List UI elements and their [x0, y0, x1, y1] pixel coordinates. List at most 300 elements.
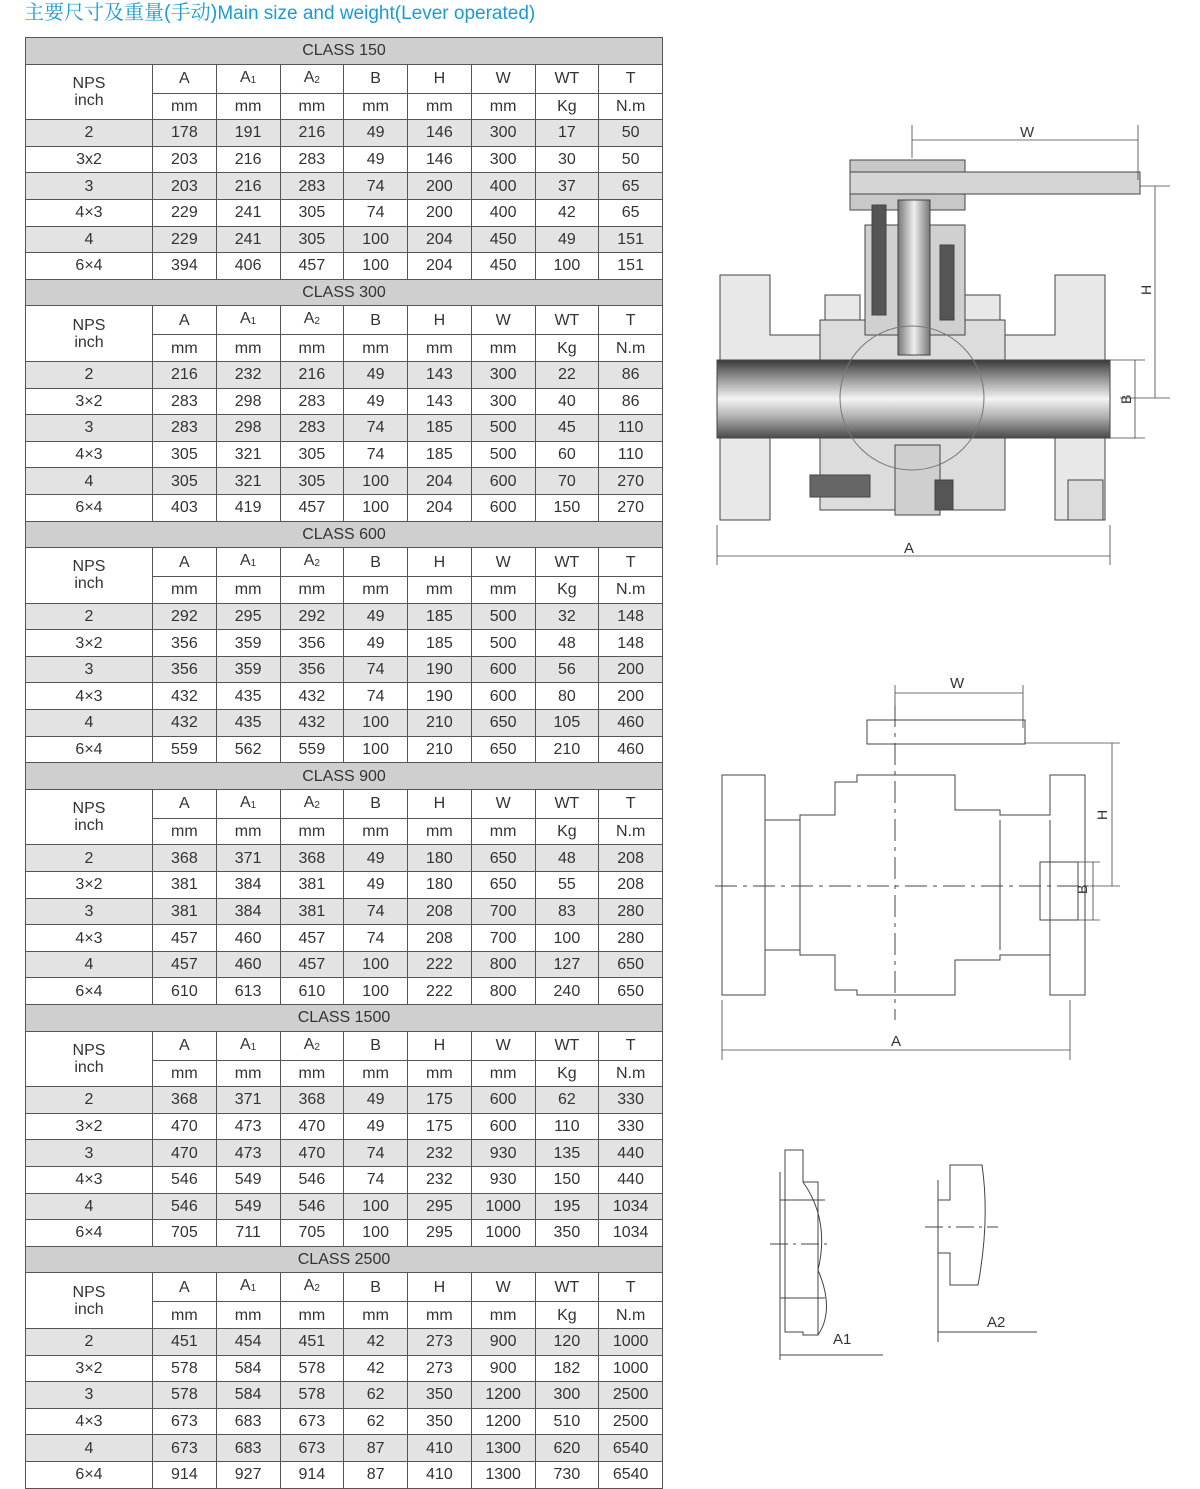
value-cell: 185 [408, 630, 472, 657]
value-cell: 457 [280, 951, 344, 978]
value-cell: 100 [344, 468, 408, 495]
class-header-row [26, 1246, 663, 1273]
col-head-label: WT [554, 1278, 580, 1296]
class-header-row [26, 1005, 663, 1032]
value-cell: 70 [535, 468, 599, 495]
value-cell: 185 [408, 603, 472, 630]
value-cell: 100 [344, 978, 408, 1005]
nps-label: NPS [72, 1283, 106, 1301]
value-cell: 700 [471, 925, 535, 952]
value-cell: 600 [471, 683, 535, 710]
value-cell: 600 [471, 1113, 535, 1140]
col-head-label: $A_2$ [303, 552, 320, 570]
col-head [471, 306, 535, 335]
value-cell: 600 [471, 494, 535, 521]
col-head-label: T [625, 70, 636, 88]
value-cell: 673 [153, 1435, 217, 1462]
value-cell: 914 [153, 1461, 217, 1488]
value-cell: 356 [280, 630, 344, 657]
col-head-label: $A_1$ [240, 68, 257, 86]
value-cell: 222 [408, 978, 472, 1005]
col-head [280, 64, 344, 93]
value-cell: 460 [216, 951, 280, 978]
value-cell: 283 [153, 415, 217, 442]
value-cell: 148 [599, 630, 663, 657]
table-row [26, 253, 663, 280]
value-cell: 330 [599, 1113, 663, 1140]
table-row [26, 494, 663, 521]
unit-cell: mm [153, 93, 217, 120]
value-cell: 146 [408, 146, 472, 173]
col-head [280, 1031, 344, 1060]
title-zh: 主要尺寸及重量(手动) [24, 2, 218, 24]
unit-cell: mm [471, 335, 535, 362]
dim-label-w-mid: W [950, 675, 965, 692]
unit-cell: Kg [535, 1060, 599, 1087]
dim-label-a2: A2 [987, 1314, 1006, 1331]
value-cell: 305 [280, 468, 344, 495]
value-cell: 86 [599, 388, 663, 415]
nps-cell: 3x2 [26, 146, 153, 173]
value-cell: 432 [153, 683, 217, 710]
col-head-label: B [370, 795, 381, 813]
value-cell: 730 [535, 1461, 599, 1488]
value-cell: 457 [280, 925, 344, 952]
value-cell: 584 [216, 1382, 280, 1409]
value-cell: 673 [153, 1408, 217, 1435]
col-head-label: H [433, 553, 446, 571]
col-head [344, 548, 408, 577]
nps-cell: 2 [26, 1328, 153, 1355]
value-cell: 180 [408, 845, 472, 872]
value-cell: 210 [408, 710, 472, 737]
value-cell: 74 [344, 173, 408, 200]
col-head-label: $A_1$ [240, 310, 257, 328]
col-head-label: $A_2$ [303, 68, 320, 86]
value-cell: 295 [408, 1220, 472, 1247]
value-cell: 683 [216, 1408, 280, 1435]
unit-cell: mm [344, 335, 408, 362]
value-cell: 74 [344, 925, 408, 952]
value-cell: 74 [344, 683, 408, 710]
value-cell: 74 [344, 415, 408, 442]
value-cell: 100 [344, 226, 408, 253]
value-cell: 1200 [471, 1382, 535, 1409]
value-cell: 49 [344, 146, 408, 173]
col-head [344, 64, 408, 93]
unit-cell: mm [216, 818, 280, 845]
col-head [599, 1273, 663, 1302]
unit-cell: mm [408, 577, 472, 604]
value-cell: 49 [344, 872, 408, 899]
unit-cell: Kg [535, 818, 599, 845]
value-cell: 110 [599, 415, 663, 442]
value-cell: 600 [471, 1087, 535, 1114]
nps-cell: 3×2 [26, 630, 153, 657]
value-cell: 321 [216, 468, 280, 495]
value-cell: 49 [344, 388, 408, 415]
col-head [535, 1273, 599, 1302]
table-row [26, 441, 663, 468]
unit-cell: Kg [535, 93, 599, 120]
value-cell: 711 [216, 1220, 280, 1247]
unit-cell: mm [216, 1060, 280, 1087]
value-cell: 350 [408, 1382, 472, 1409]
value-cell: 384 [216, 872, 280, 899]
value-cell: 457 [280, 253, 344, 280]
value-cell: 650 [471, 872, 535, 899]
value-cell: 42 [535, 199, 599, 226]
nps-cell: 3×2 [26, 1113, 153, 1140]
nps-label: NPS [72, 558, 106, 576]
value-cell: 48 [535, 845, 599, 872]
col-head-label: H [433, 1278, 446, 1296]
nps-cell: 4 [26, 1193, 153, 1220]
class-name: CLASS 2500 [26, 1246, 663, 1273]
col-head-label: $A_2$ [303, 793, 320, 811]
nps-cell: 3×2 [26, 872, 153, 899]
nps-cell: 3 [26, 898, 153, 925]
table-row [26, 1140, 663, 1167]
value-cell: 190 [408, 656, 472, 683]
unit-cell: mm [216, 93, 280, 120]
nps-cell: 6×4 [26, 1461, 153, 1488]
value-cell: 292 [280, 603, 344, 630]
col-head-label: B [370, 553, 381, 571]
col-head-label: A [179, 553, 190, 571]
value-cell: 49 [344, 603, 408, 630]
value-cell: 356 [280, 656, 344, 683]
col-head [599, 1031, 663, 1060]
value-cell: 1000 [599, 1328, 663, 1355]
value-cell: 37 [535, 173, 599, 200]
col-head [153, 548, 217, 577]
value-cell: 673 [280, 1435, 344, 1462]
value-cell: 300 [471, 361, 535, 388]
value-cell: 460 [599, 710, 663, 737]
col-head-label: WT [554, 795, 580, 813]
value-cell: 280 [599, 925, 663, 952]
value-cell: 280 [599, 898, 663, 925]
col-head [535, 306, 599, 335]
value-cell: 435 [216, 683, 280, 710]
table-row [26, 361, 663, 388]
unit-cell: mm [344, 93, 408, 120]
value-cell: 74 [344, 441, 408, 468]
nps-cell: 2 [26, 1087, 153, 1114]
value-cell: 190 [408, 683, 472, 710]
inch-label: inch [74, 575, 104, 593]
col-head [344, 1031, 408, 1060]
value-cell: 457 [280, 494, 344, 521]
value-cell: 120 [535, 1328, 599, 1355]
nps-cell: 2 [26, 845, 153, 872]
value-cell: 40 [535, 388, 599, 415]
table-row [26, 736, 663, 763]
value-cell: 191 [216, 120, 280, 147]
value-cell: 368 [280, 1087, 344, 1114]
value-cell: 473 [216, 1140, 280, 1167]
value-cell: 49 [344, 120, 408, 147]
value-cell: 800 [471, 978, 535, 1005]
value-cell: 578 [153, 1355, 217, 1382]
nps-cell: 3 [26, 173, 153, 200]
col-head [280, 306, 344, 335]
table-row [26, 468, 663, 495]
value-cell: 74 [344, 656, 408, 683]
dim-label-a-mid: A [891, 1033, 902, 1050]
value-cell: 32 [535, 603, 599, 630]
table-row [26, 388, 663, 415]
dim-label-w-top: W [1020, 124, 1035, 141]
col-head-label: H [433, 311, 446, 329]
value-cell: 419 [216, 494, 280, 521]
value-cell: 381 [153, 872, 217, 899]
value-cell: 578 [280, 1382, 344, 1409]
table-row [26, 1435, 663, 1462]
value-cell: 330 [599, 1087, 663, 1114]
nps-inch-head [26, 1031, 153, 1087]
value-cell: 683 [216, 1435, 280, 1462]
col-head-label: $A_2$ [303, 1277, 320, 1295]
value-cell: 549 [216, 1166, 280, 1193]
value-cell: 17 [535, 120, 599, 147]
value-cell: 127 [535, 951, 599, 978]
col-head [599, 306, 663, 335]
unit-cell: mm [216, 335, 280, 362]
unit-cell: mm [408, 335, 472, 362]
col-head [216, 64, 280, 93]
unit-cell: mm [153, 1302, 217, 1329]
class-name: CLASS 150 [26, 38, 663, 65]
value-cell: 1034 [599, 1193, 663, 1220]
dim-label-h-top: H [1138, 284, 1154, 295]
inch-label: inch [74, 817, 104, 835]
nps-label: NPS [72, 316, 106, 334]
class-header-row [26, 38, 663, 65]
table-row [26, 978, 663, 1005]
value-cell: 216 [216, 173, 280, 200]
col-head-label: WT [554, 553, 580, 571]
nps-cell: 3 [26, 1140, 153, 1167]
value-cell: 578 [153, 1382, 217, 1409]
value-cell: 182 [535, 1355, 599, 1382]
end-detail-a2-drawing [925, 1165, 1037, 1342]
valve-drawings [700, 120, 1180, 1420]
col-head [216, 548, 280, 577]
value-cell: 229 [153, 226, 217, 253]
value-cell: 546 [280, 1166, 344, 1193]
unit-cell: mm [471, 1302, 535, 1329]
nps-cell: 4×3 [26, 199, 153, 226]
table-row [26, 1087, 663, 1114]
value-cell: 49 [344, 845, 408, 872]
value-cell: 55 [535, 872, 599, 899]
table-row [26, 656, 663, 683]
value-cell: 6540 [599, 1461, 663, 1488]
col-head-label: A [179, 1037, 190, 1055]
value-cell: 100 [535, 925, 599, 952]
value-cell: 148 [599, 603, 663, 630]
value-cell: 473 [216, 1113, 280, 1140]
nps-cell: 4 [26, 710, 153, 737]
value-cell: 74 [344, 1140, 408, 1167]
value-cell: 800 [471, 951, 535, 978]
table-row [26, 199, 663, 226]
inch-label: inch [74, 1058, 104, 1076]
table-row [26, 951, 663, 978]
value-cell: 470 [280, 1113, 344, 1140]
value-cell: 1300 [471, 1461, 535, 1488]
value-cell: 283 [280, 146, 344, 173]
value-cell: 49 [344, 361, 408, 388]
col-head-label: H [433, 70, 446, 88]
value-cell: 510 [535, 1408, 599, 1435]
value-cell: 705 [153, 1220, 217, 1247]
unit-cell: N.m [599, 335, 663, 362]
value-cell: 350 [408, 1408, 472, 1435]
value-cell: 371 [216, 845, 280, 872]
title-en-a: Main size and weight [217, 3, 395, 24]
value-cell: 100 [535, 253, 599, 280]
nps-cell: 4×3 [26, 683, 153, 710]
value-cell: 283 [280, 173, 344, 200]
value-cell: 435 [216, 710, 280, 737]
value-cell: 87 [344, 1461, 408, 1488]
col-head-label: T [625, 553, 636, 571]
nps-cell: 4×3 [26, 1166, 153, 1193]
value-cell: 450 [471, 226, 535, 253]
value-cell: 368 [280, 845, 344, 872]
value-cell: 305 [280, 199, 344, 226]
value-cell: 914 [280, 1461, 344, 1488]
nps-cell: 3 [26, 415, 153, 442]
value-cell: 500 [471, 441, 535, 468]
value-cell: 400 [471, 199, 535, 226]
unit-cell: N.m [599, 93, 663, 120]
value-cell: 578 [280, 1355, 344, 1382]
nps-inch-head [26, 789, 153, 845]
value-cell: 457 [153, 925, 217, 952]
value-cell: 350 [535, 1220, 599, 1247]
col-head-label: W [495, 1278, 511, 1296]
value-cell: 546 [153, 1166, 217, 1193]
value-cell: 49 [535, 226, 599, 253]
table-row [26, 603, 663, 630]
col-head [216, 789, 280, 818]
title-en-b: (Lever operated) [394, 3, 536, 24]
value-cell: 180 [408, 872, 472, 899]
value-cell: 298 [216, 415, 280, 442]
value-cell: 195 [535, 1193, 599, 1220]
col-head-label: W [495, 795, 511, 813]
col-head [599, 64, 663, 93]
value-cell: 381 [280, 898, 344, 925]
value-cell: 42 [344, 1328, 408, 1355]
value-cell: 650 [599, 951, 663, 978]
col-head-label: B [370, 311, 381, 329]
value-cell: 74 [344, 199, 408, 226]
table-row [26, 872, 663, 899]
value-cell: 185 [408, 441, 472, 468]
value-cell: 356 [153, 656, 217, 683]
value-cell: 432 [280, 710, 344, 737]
value-cell: 650 [599, 978, 663, 1005]
value-cell: 500 [471, 415, 535, 442]
value-cell: 62 [535, 1087, 599, 1114]
col-head [535, 789, 599, 818]
table-row [26, 1113, 663, 1140]
value-cell: 86 [599, 361, 663, 388]
value-cell: 460 [599, 736, 663, 763]
col-head-label: T [625, 795, 636, 813]
table-row [26, 1355, 663, 1382]
value-cell: 175 [408, 1113, 472, 1140]
value-cell: 384 [216, 898, 280, 925]
col-head [471, 548, 535, 577]
value-cell: 74 [344, 898, 408, 925]
value-cell: 240 [535, 978, 599, 1005]
inch-label: inch [74, 1300, 104, 1318]
value-cell: 204 [408, 494, 472, 521]
value-cell: 203 [153, 173, 217, 200]
value-cell: 30 [535, 146, 599, 173]
col-head [153, 1273, 217, 1302]
value-cell: 49 [344, 1113, 408, 1140]
value-cell: 232 [408, 1140, 472, 1167]
value-cell: 100 [344, 494, 408, 521]
table-row [26, 630, 663, 657]
table-row [26, 146, 663, 173]
value-cell: 500 [471, 630, 535, 657]
col-head-label: T [625, 1278, 636, 1296]
unit-cell: N.m [599, 1302, 663, 1329]
value-cell: 1300 [471, 1435, 535, 1462]
value-cell: 241 [216, 199, 280, 226]
value-cell: 613 [216, 978, 280, 1005]
value-cell: 216 [280, 120, 344, 147]
col-head [408, 548, 472, 577]
dim-label-a1: A1 [833, 1331, 852, 1348]
value-cell: 74 [344, 1166, 408, 1193]
unit-cell: mm [280, 1060, 344, 1087]
col-head-label: T [625, 1037, 636, 1055]
value-cell: 146 [408, 120, 472, 147]
value-cell: 204 [408, 253, 472, 280]
class-name: CLASS 300 [26, 279, 663, 306]
col-head-label: WT [554, 70, 580, 88]
class-name: CLASS 1500 [26, 1005, 663, 1032]
unit-cell: N.m [599, 577, 663, 604]
col-head-label: $A_2$ [303, 1035, 320, 1053]
column-head-row [26, 306, 663, 335]
unit-cell: mm [153, 1060, 217, 1087]
col-head [344, 1273, 408, 1302]
inch-label: inch [74, 333, 104, 351]
col-head [344, 306, 408, 335]
value-cell: 283 [280, 388, 344, 415]
col-head-label: $A_1$ [240, 552, 257, 570]
value-cell: 295 [408, 1193, 472, 1220]
value-cell: 200 [599, 683, 663, 710]
value-cell: 584 [216, 1355, 280, 1382]
value-cell: 321 [216, 441, 280, 468]
col-head [535, 1031, 599, 1060]
nps-cell: 4 [26, 226, 153, 253]
nps-label: NPS [72, 74, 106, 92]
unit-cell: mm [216, 577, 280, 604]
value-cell: 549 [216, 1193, 280, 1220]
